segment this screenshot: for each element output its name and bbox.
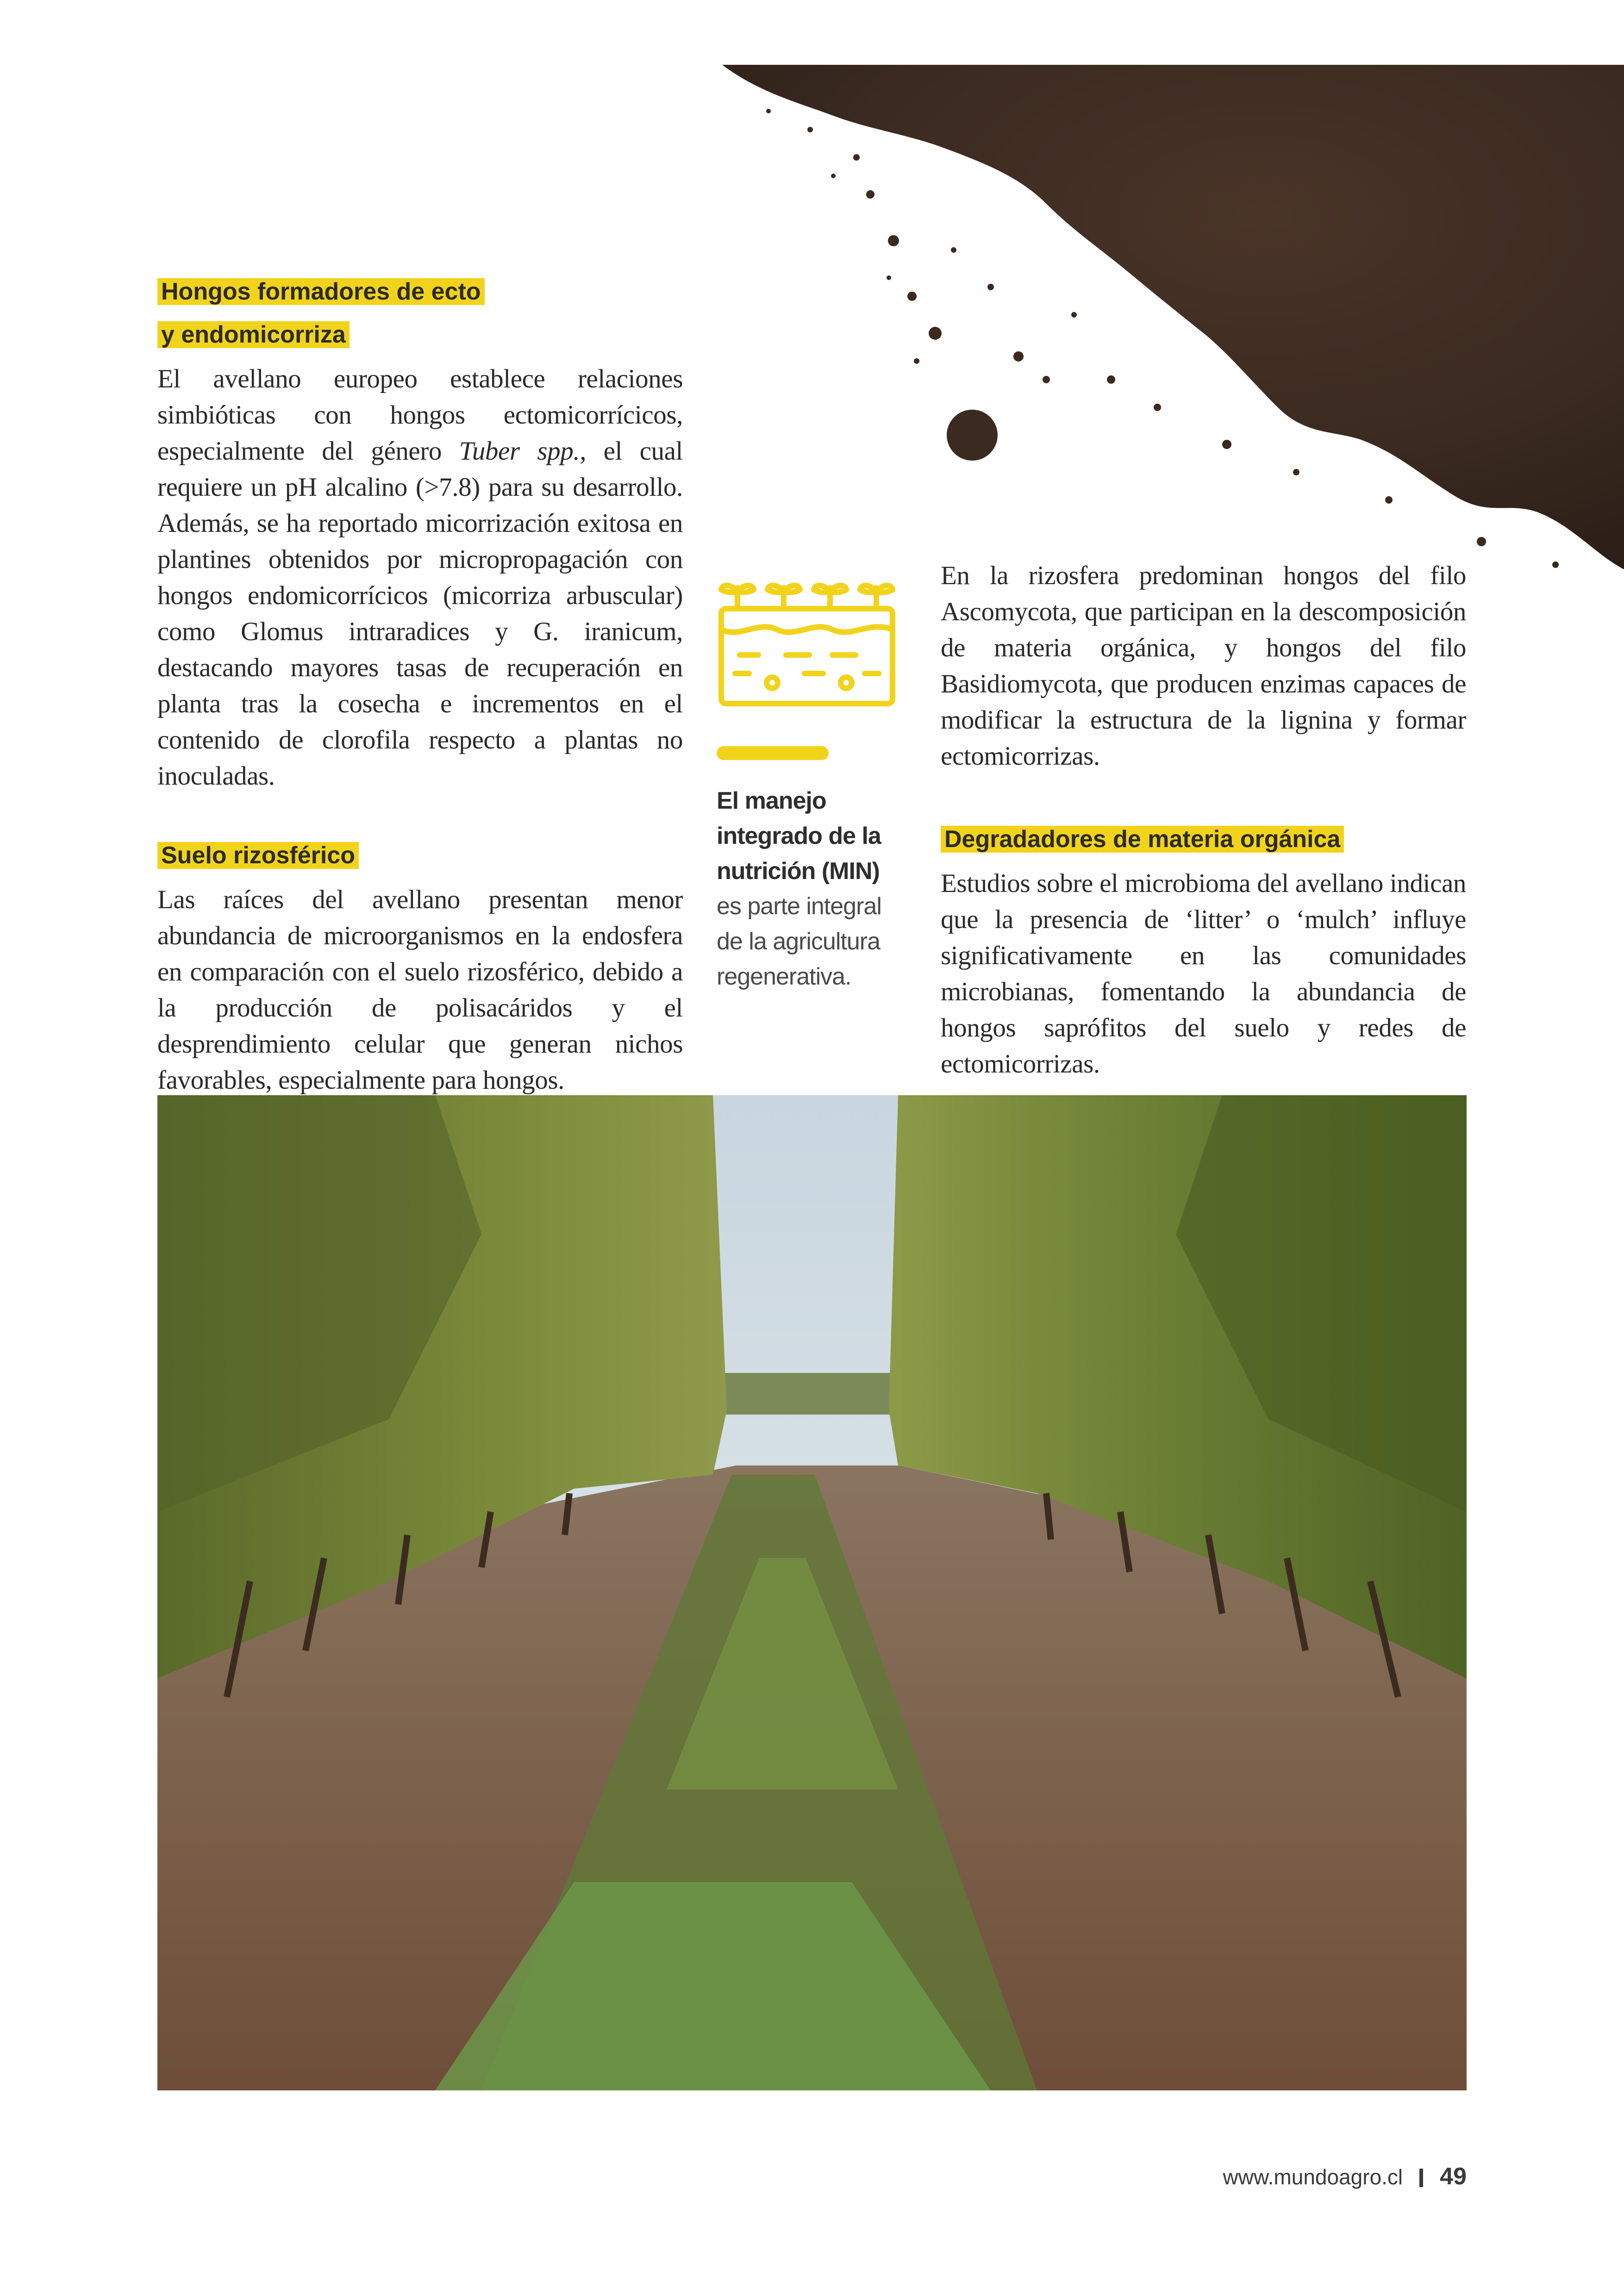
section-heading-ecto: Hongos formadores de ecto y endomicorriza <box>157 278 485 348</box>
callout-box <box>717 569 897 994</box>
section-heading-rizosferico: Suelo rizosférico <box>157 842 359 869</box>
soil-decoration <box>694 56 1624 588</box>
website-url: www.mundoagro.cl <box>1223 2165 1403 2189</box>
paragraph-ecto: El avellano europeo establece relaciones simbióticas con hongos ectomicorrícicos, especialmente del género Tuber spp., el cual requiere un pH alcalino (>7.8) para su desarrollo. Además, se ha reportado micorrización exitosa en plantines obtenidos por micropropagación con hongos endomicorrícicos (micorriza arbuscular) como Glomus intraradices y G. iranicum, destacando mayores tasas de recuperación en planta tras la cosecha e incrementos en el contenido de clorofila respecto a plantas no inoculadas. <box>157 364 683 791</box>
right-column <box>941 558 1466 1082</box>
footer-separator <box>1419 2169 1423 2187</box>
paragraph-degradadores: Estudios sobre el microbioma del avellano indican que la presencia de ‘litter’ o ‘mulch’ influye significativamente en las comunidades microbianas, fomentando la abundancia de hongos saprófitos del suelo y redes de ectomicorrizas. <box>941 869 1466 1079</box>
section-heading-degradadores: Degradadores de materia orgánica <box>941 826 1344 853</box>
paragraph-rizosferico: Las raíces del avellano presentan menor abundancia de microorganismos en la endosfera en comparación con el suelo rizosférico, debido a la producción de polisacáridos y el desprendimiento celular que generan nichos favorables, especialmente para hongos. <box>157 885 683 1095</box>
page-number: 49 <box>1440 2163 1467 2190</box>
callout-text <box>717 783 897 994</box>
orchard-photo <box>157 1095 1467 2090</box>
callout-accent-bar <box>717 746 829 760</box>
callout-regular-text: es parte integral de la agricultura regenerativa. <box>717 893 881 990</box>
left-column <box>157 273 683 1098</box>
callout-bold-text: El manejo integrado de la nutrición (MIN) <box>717 787 881 885</box>
page-footer <box>1223 2163 1467 2190</box>
italic-genus: Tuber spp. <box>459 437 580 466</box>
paragraph-ascomycota: En la rizosfera predominan hongos del filo Ascomycota, que participan en la descomposición de materia orgánica, y hongos del filo Basidiomycota, que producen enzimas capaces de modificar la estructura de la lignina y formar ectomicorrizas. <box>941 561 1466 771</box>
soil-sprouts-icon <box>717 569 897 708</box>
